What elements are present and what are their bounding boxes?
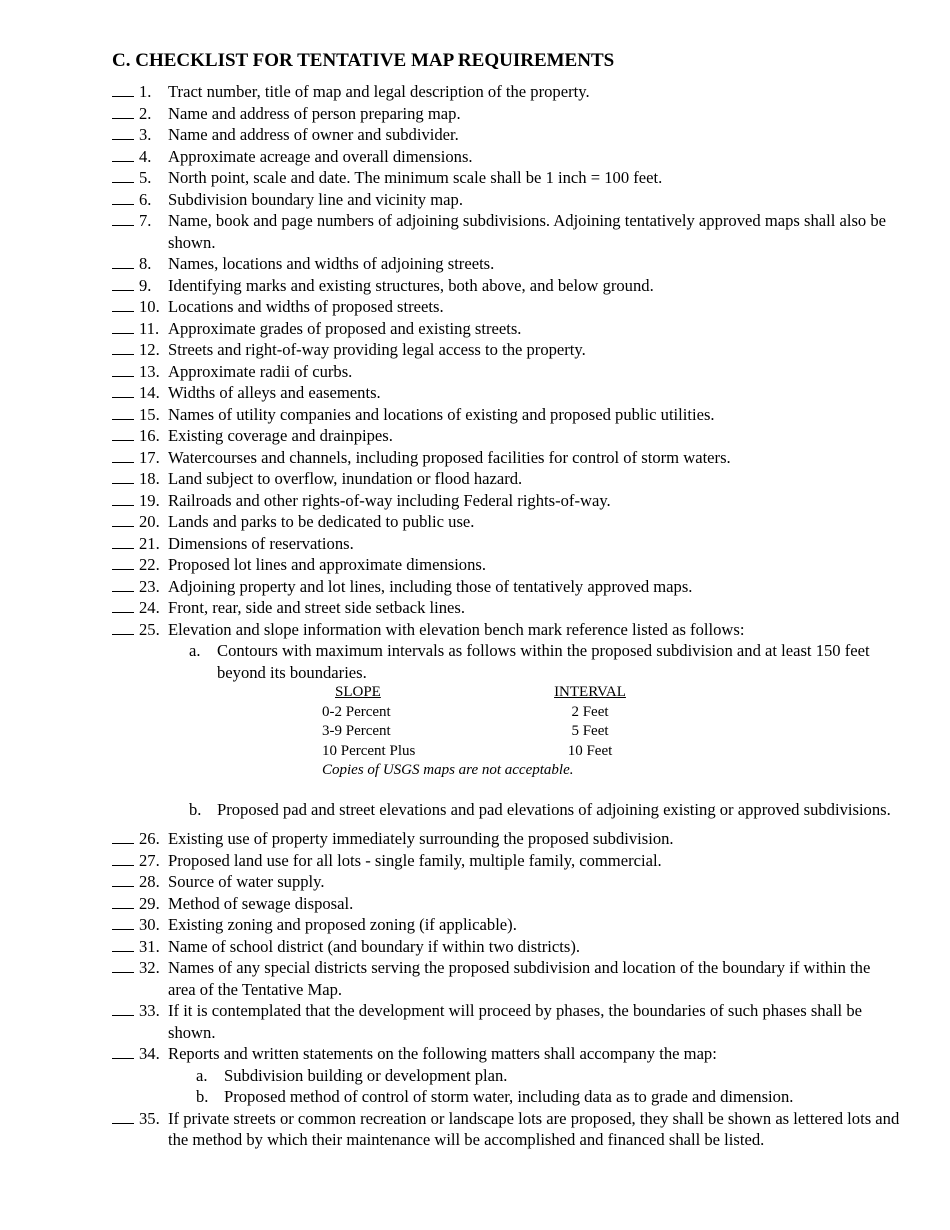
checklist-item: [112, 468, 902, 490]
checkbox-blank-line[interactable]: [112, 612, 134, 613]
checkbox-blank-line[interactable]: [112, 886, 134, 887]
slope-cell: 10 Percent Plus: [322, 742, 416, 759]
checklist-item: [112, 81, 902, 103]
checklist-item: [112, 425, 902, 447]
table-row: [322, 742, 645, 762]
checklist-document: [112, 48, 902, 1151]
item-text: Approximate radii of curbs.: [168, 361, 353, 381]
slope-header: SLOPE: [335, 684, 381, 700]
item-number: 11.: [139, 318, 160, 338]
checklist-item-35: [112, 1108, 902, 1151]
item-text: Widths of alleys and easements.: [168, 383, 381, 402]
item-text: Proposed lot lines and approximate dimensions.: [168, 555, 487, 574]
item-number: 28.: [139, 872, 160, 891]
slope-interval-table: [322, 683, 645, 761]
item-text: Name, book and page numbers of adjoining subdivisions. Adjoining tentatively approved maps shall also be shown.: [168, 211, 887, 252]
item-text: Streets and right-of-way providing legal access to the property.: [168, 340, 586, 359]
checklist-item: [112, 893, 902, 915]
item-number: 10.: [139, 297, 160, 316]
item-number: 30.: [139, 915, 160, 934]
subitem-letter: a.: [196, 1065, 208, 1085]
checklist-item: [112, 275, 902, 297]
interval-header: INTERVAL: [554, 684, 626, 700]
item-text: Existing use of property immediately surrounding the proposed subdivision.: [168, 829, 674, 848]
item-text: Land subject to overflow, inundation or flood hazard.: [168, 469, 523, 488]
subitem-letter: a.: [189, 641, 201, 660]
checkbox-blank-line[interactable]: [112, 354, 134, 355]
checklist-item: [112, 511, 902, 533]
checkbox-blank-line[interactable]: [112, 634, 134, 635]
item-text: Elevation and slope information with elevation bench mark reference listed as follows:: [168, 619, 745, 639]
item-25-subitem-b: [112, 799, 902, 821]
checklist-item: [112, 103, 902, 125]
checkbox-blank-line[interactable]: [112, 182, 134, 183]
item-number: 32.: [139, 958, 160, 977]
item-number: 17.: [139, 447, 160, 467]
interval-cell: 5 Feet: [571, 723, 609, 739]
checkbox-blank-line[interactable]: [112, 397, 134, 398]
item-text: If it is contemplated that the development will proceed by phases, the boundaries of such phases shall be shown.: [168, 1001, 862, 1042]
checkbox-blank-line[interactable]: [112, 865, 134, 866]
item-text: Names, locations and widths of adjoining streets.: [168, 254, 495, 273]
subitem-letter: b.: [189, 799, 202, 819]
checkbox-blank-line[interactable]: [112, 462, 134, 463]
item-number: 26.: [139, 829, 160, 848]
item-number: 24.: [139, 598, 160, 617]
checkbox-blank-line[interactable]: [112, 526, 134, 527]
item-text: Dimensions of reservations.: [168, 533, 354, 553]
checkbox-blank-line[interactable]: [112, 1123, 134, 1124]
checkbox-blank-line[interactable]: [112, 483, 134, 484]
checklist-item: [112, 318, 902, 340]
checkbox-blank-line[interactable]: [112, 843, 134, 844]
checklist-items-26-34: [112, 828, 902, 1065]
checkbox-blank-line[interactable]: [112, 505, 134, 506]
item-25-subitems: [112, 640, 902, 828]
item-text: Proposed land use for all lots - single family, multiple family, commercial.: [168, 850, 662, 870]
checklist-item: [112, 189, 902, 211]
item-number: 23.: [139, 576, 160, 596]
item-number: 2.: [139, 103, 152, 123]
subitem-text: Proposed pad and street elevations and pad elevations of adjoining existing or approved subdivisions.: [217, 799, 891, 819]
item-text: Front, rear, side and street side setback lines.: [168, 598, 466, 617]
item-text: North point, scale and date. The minimum scale shall be 1 inch = 100 feet.: [168, 168, 663, 187]
item-text: Reports and written statements on the following matters shall accompany the map:: [168, 1044, 717, 1063]
checkbox-blank-line[interactable]: [112, 333, 134, 334]
checkbox-blank-line[interactable]: [112, 268, 134, 269]
checklist-item: [112, 296, 902, 318]
checklist-item: [112, 1000, 902, 1043]
checklist-item: [112, 619, 902, 641]
checklist-item: [112, 490, 902, 512]
checklist-item: [112, 210, 902, 253]
checklist-item: [112, 828, 902, 850]
checkbox-blank-line[interactable]: [112, 569, 134, 570]
item-number: 13.: [139, 361, 160, 381]
item-number: 14.: [139, 383, 160, 402]
item-number: 22.: [139, 555, 160, 574]
item-number: 9.: [139, 275, 152, 295]
checklist-item: [112, 361, 902, 383]
table-header-row: [322, 683, 645, 703]
item-number: 7.: [139, 211, 152, 230]
slope-cell: 3-9 Percent: [322, 723, 391, 739]
subitem-text: Contours with maximum intervals as follows within the proposed subdivision and at least 150 feet beyond its boundaries.: [217, 641, 870, 682]
item-number: 27.: [139, 850, 160, 870]
checklist-item: [112, 1043, 902, 1065]
item-number: 35.: [139, 1108, 160, 1128]
checklist-item: [112, 167, 902, 189]
subitem-letter: b.: [196, 1087, 209, 1106]
item-number: 5.: [139, 168, 152, 187]
checkbox-blank-line[interactable]: [112, 929, 134, 930]
item-34-subitem-a: [112, 1065, 902, 1087]
checkbox-blank-line[interactable]: [112, 591, 134, 592]
checkbox-blank-line[interactable]: [112, 225, 134, 226]
item-34-subitem-b: [112, 1086, 902, 1108]
usgs-note: Copies of USGS maps are not acceptable.: [322, 762, 574, 778]
checklist-item: [112, 1108, 902, 1151]
item-text: Name and address of owner and subdivider.: [168, 125, 459, 144]
subitem-text: Proposed method of control of storm water, including data as to grade and dimension.: [224, 1087, 794, 1106]
checkbox-blank-line[interactable]: [112, 1015, 134, 1016]
checklist-items-1-25: [112, 81, 902, 640]
item-number: 21.: [139, 533, 160, 553]
checkbox-blank-line[interactable]: [112, 139, 134, 140]
checklist-item: [112, 936, 902, 958]
checklist-item: [112, 339, 902, 361]
checkbox-blank-line[interactable]: [112, 204, 134, 205]
item-text: Method of sewage disposal.: [168, 893, 354, 913]
item-text: Locations and widths of proposed streets.: [168, 297, 444, 316]
item-text: Source of water supply.: [168, 872, 325, 891]
item-number: 25.: [139, 619, 160, 639]
item-text: Approximate grades of proposed and existing streets.: [168, 318, 522, 338]
item-text: Adjoining property and lot lines, including those of tentatively approved maps.: [168, 576, 693, 596]
item-number: 8.: [139, 254, 152, 273]
checkbox-blank-line[interactable]: [112, 548, 134, 549]
item-number: 4.: [139, 146, 152, 166]
item-text: If private streets or common recreation or landscape lots are proposed, they shall be shown as lettered lots and the method by which their maintenance will be accomplished and financed shall be listed.: [168, 1108, 900, 1149]
checkbox-blank-line[interactable]: [112, 376, 134, 377]
slope-cell: 0-2 Percent: [322, 703, 391, 720]
checkbox-blank-line[interactable]: [112, 161, 134, 162]
item-text: Lands and parks to be dedicated to public use.: [168, 512, 475, 531]
checklist-item: [112, 146, 902, 168]
item-number: 6.: [139, 189, 152, 209]
checkbox-blank-line[interactable]: [112, 951, 134, 952]
item-number: 12.: [139, 340, 160, 359]
item-number: 15.: [139, 404, 160, 424]
subitem-text: Subdivision building or development plan.: [224, 1065, 508, 1085]
item-number: 19.: [139, 490, 160, 510]
checklist-item: [112, 957, 902, 1000]
item-text: Tract number, title of map and legal description of the property.: [168, 82, 590, 101]
item-text: Existing coverage and drainpipes.: [168, 426, 393, 445]
checkbox-blank-line[interactable]: [112, 419, 134, 420]
item-number: 3.: [139, 125, 152, 144]
item-number: 34.: [139, 1044, 160, 1063]
item-text: Names of any special districts serving the proposed subdivision and location of the boundary if within the area of the Tentative Map.: [168, 958, 871, 999]
item-text: Identifying marks and existing structures, both above, and below ground.: [168, 275, 654, 295]
page-title: C. CHECKLIST FOR TENTATIVE MAP REQUIREMENTS: [112, 50, 615, 71]
table-row: [322, 703, 645, 723]
item-text: Approximate acreage and overall dimensions.: [168, 146, 473, 166]
item-34-subitems: [112, 1065, 902, 1108]
checkbox-blank-line[interactable]: [112, 908, 134, 909]
item-number: 33.: [139, 1001, 160, 1020]
item-text: Railroads and other rights-of-way including Federal rights-of-way.: [168, 490, 611, 510]
checklist-item: [112, 871, 902, 893]
item-text: Name and address of person preparing map.: [168, 103, 461, 123]
table-row: [322, 722, 645, 742]
item-25-subitem-a: [112, 640, 902, 683]
interval-cell: 2 Feet: [571, 703, 609, 720]
item-text: Watercourses and channels, including proposed facilities for control of storm waters.: [168, 447, 731, 467]
checklist-item: [112, 850, 902, 872]
checkbox-blank-line[interactable]: [112, 118, 134, 119]
checkbox-blank-line[interactable]: [112, 96, 134, 97]
checklist-item: [112, 597, 902, 619]
interval-cell: 10 Feet: [567, 742, 613, 759]
item-number: 29.: [139, 893, 160, 913]
checklist-item: [112, 124, 902, 146]
checklist-item: [112, 576, 902, 598]
checklist-item: [112, 533, 902, 555]
checkbox-blank-line[interactable]: [112, 290, 134, 291]
checklist-item: [112, 914, 902, 936]
item-number: 31.: [139, 936, 160, 956]
item-number: 1.: [139, 82, 152, 101]
checkbox-blank-line[interactable]: [112, 1058, 134, 1059]
checklist-item: [112, 447, 902, 469]
checkbox-blank-line[interactable]: [112, 440, 134, 441]
item-number: 20.: [139, 512, 160, 531]
item-text: Names of utility companies and locations of existing and proposed public utilities.: [168, 404, 715, 424]
checklist-item: [112, 382, 902, 404]
item-number: 16.: [139, 426, 160, 445]
checkbox-blank-line[interactable]: [112, 972, 134, 973]
checkbox-blank-line[interactable]: [112, 311, 134, 312]
item-text: Subdivision boundary line and vicinity map.: [168, 189, 463, 209]
checklist-item: [112, 404, 902, 426]
item-text: Name of school district (and boundary if within two districts).: [168, 936, 580, 956]
checklist-item: [112, 253, 902, 275]
item-text: Existing zoning and proposed zoning (if applicable).: [168, 915, 517, 934]
item-number: 18.: [139, 469, 160, 488]
checklist-item: [112, 554, 902, 576]
